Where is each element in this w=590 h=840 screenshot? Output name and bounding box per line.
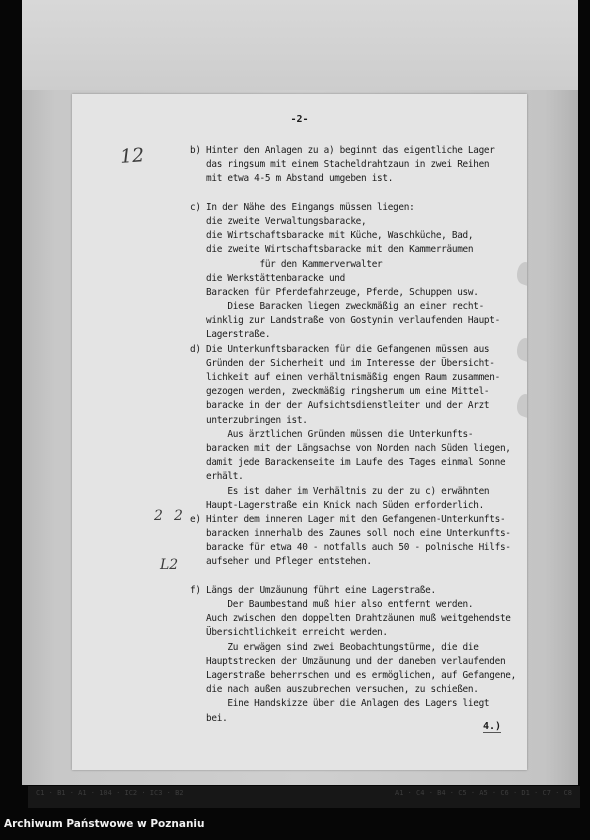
archive-label: Archiwum Państwowe w Poznaniu	[4, 818, 205, 830]
text-line: die nach außen auszubrechen versuchen, zu schießen.	[190, 684, 479, 696]
text-line	[190, 187, 522, 201]
text-line: mit etwa 4-5 m Abstand umgeben ist.	[190, 173, 394, 185]
text-line: Lagerstraße.	[190, 329, 271, 341]
text-line: die Wirtschaftsbaracke mit Küche, Waschküche, Bad,	[190, 230, 474, 242]
text-line: f) Längs der Umzäunung führt eine Lagerstraße.	[190, 584, 436, 596]
text-line: Aus ärztlichen Gründen müssen die Unterkunfts-	[190, 428, 474, 440]
text-line: Hauptstrecken der Umzäunung und der daneben verlaufenden	[190, 655, 506, 667]
text-line: lichkeit auf einen verhältnismäßig engen Raum zusammen-	[190, 372, 500, 383]
text-line: bei.	[190, 712, 228, 724]
text-line: Baracken für Pferdefahrzeuge, Pferde, Schuppen usw.	[190, 286, 479, 298]
margin-note: 2	[174, 508, 183, 524]
text-line: b) Hinter den Anlagen zu a) beginnt das eigentliche Lager	[190, 145, 495, 156]
text-line: die zweite Verwaltungsbaracke,	[190, 215, 367, 227]
text-line: Zu erwägen sind zwei Beobachtungstürme, die die	[190, 641, 479, 653]
page-number: -2-	[290, 114, 309, 125]
margin-note: L2	[160, 557, 179, 573]
text-line: c) In der Nähe des Eingangs müssen liegen:	[190, 201, 415, 213]
typed-text-body	[190, 144, 522, 726]
stamp-strip-left: C1 · B1 · A1 · 104 · IC2 · IC3 · B2	[36, 789, 184, 797]
text-line	[190, 570, 522, 584]
text-line: Eine Handskizze über die Anlagen des Lagers liegt	[190, 698, 490, 710]
text-line: gezogen werden, zweckmäßig ringsherum um eine Mittel-	[190, 386, 490, 398]
stamp-strip-right: A1 · C4 · B4 · C5 · A5 · C6 · D1 · C7 · C8	[394, 789, 572, 797]
text-line: erhält.	[190, 471, 244, 483]
text-line: Diese Baracken liegen zweckmäßig an einer recht-	[190, 301, 484, 313]
text-line: für den Kammerverwalter	[190, 258, 383, 270]
text-line: baracken mit der Längsachse von Norden nach Süden liegen,	[190, 442, 511, 454]
text-line: e) Hinter dem inneren Lager mit den Gefangenen-Unterkunfts-	[190, 513, 506, 525]
margin-note: 2	[154, 508, 163, 524]
text-line: damit jede Barackenseite im Laufe des Tages einmal Sonne	[190, 457, 506, 469]
text-line: Übersichtlichkeit erreicht werden.	[190, 627, 388, 639]
text-line: Haupt-Lagerstraße ein Knick nach Süden erforderlich.	[190, 499, 484, 511]
text-line: die Werkstättenbaracke und	[190, 272, 345, 284]
text-line: winklig zur Landstraße von Gostynin verlaufenden Haupt-	[190, 315, 500, 327]
archive-stamp-strip	[28, 786, 580, 808]
text-line: baracke in der der Aufsichtsdienstleiter und der Arzt	[190, 400, 490, 412]
text-line: Gründen der Sicherheit und im Interesse der Übersicht-	[190, 357, 495, 369]
continuation-marker: 4.)	[482, 721, 501, 732]
document-page	[72, 94, 527, 770]
text-line: Es ist daher im Verhältnis zu der zu c) erwähnten	[190, 485, 490, 497]
text-line: die zweite Wirtschaftsbaracke mit den Kammerräumen	[190, 244, 474, 256]
text-line: d) Die Unterkunftsbaracken für die Gefangenen müssen aus	[190, 343, 490, 355]
text-line: das ringsum mit einem Stacheldrahtzaun in zwei Reihen	[190, 159, 490, 171]
text-line: baracken innerhalb des Zaunes soll noch eine Unterkunfts-	[190, 528, 511, 540]
text-line: Der Baumbestand muß hier also entfernt werden.	[190, 599, 474, 610]
handwritten-folio-number: 12	[119, 144, 145, 168]
text-line: unterzubringen ist.	[190, 414, 308, 426]
text-line: baracke für etwa 40 - notfalls auch 50 - polnische Hilfs-	[190, 542, 511, 554]
text-line: Auch zwischen den doppelten Drahtzäunen muß weitgehendste	[190, 613, 511, 625]
text-line: Lagerstraße beherrschen und es ermöglichen, auf Gefangene,	[190, 669, 516, 681]
text-line: aufseher und Pfleger entstehen.	[190, 556, 372, 568]
